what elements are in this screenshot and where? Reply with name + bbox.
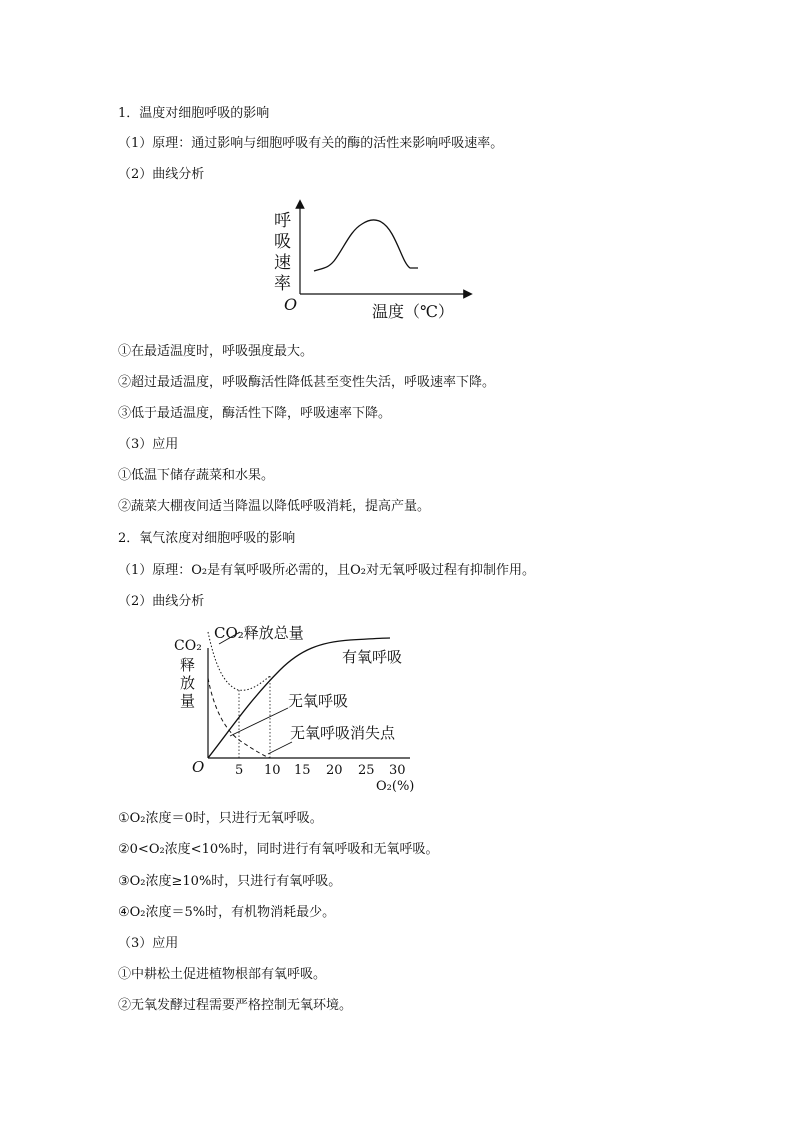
y-axis-label-4: 率: [274, 274, 291, 294]
x-tick-20: 20: [326, 763, 343, 778]
section-2-point-1: ①O₂浓度＝0时，只进行无氧呼吸。: [118, 811, 323, 826]
x-axis-label: 温度（℃）: [372, 302, 454, 321]
x-tick-15: 15: [294, 763, 311, 778]
oxygen-respiration-figure: [170, 620, 420, 796]
label-vanish-point: 无氧呼吸消失点: [290, 724, 396, 742]
section-1-app-1: ①低温下储存蔬菜和水果。: [118, 468, 275, 483]
section-1-app-2: ②蔬菜大棚夜间适当降温以降低呼吸消耗，提高产量。: [118, 499, 431, 514]
section-2-heading: 2．氧气浓度对细胞呼吸的影响: [118, 531, 296, 546]
section-2-app-2: ②无氧发酵过程需要严格控制无氧环境。: [118, 998, 353, 1013]
label-aerobic: 有氧呼吸: [342, 648, 403, 666]
section-2-app-1: ①中耕松土促进植物根部有氧呼吸。: [118, 967, 327, 982]
y-axis-label-2: 放: [180, 674, 196, 692]
x-tick-5: 5: [235, 763, 244, 778]
section-2-principle: （1）原理：O₂是有氧呼吸所必需的，且O₂对无氧呼吸过程有抑制作用。: [118, 563, 536, 578]
x-axis-label: O₂(%): [376, 779, 415, 794]
label-anaerobic: 无氧呼吸: [288, 692, 349, 710]
section-1-curve-title: （2）曲线分析: [118, 167, 205, 182]
y-axis-label-3: 量: [180, 692, 196, 710]
y-axis-label-1: 呼: [274, 211, 291, 231]
label-total-co2: CO₂释放总量: [214, 624, 304, 642]
temperature-curve: [314, 220, 418, 271]
section-1-point-2: ②超过最适温度，呼吸酶活性降低甚至变性失活，呼吸速率下降。: [118, 375, 496, 390]
y-axis-label-co2: CO₂: [174, 638, 202, 654]
section-2-point-3: ③O₂浓度≥10%时，只进行有氧呼吸。: [118, 874, 342, 889]
section-1-point-1: ①在最适温度时，呼吸强度最大。: [118, 344, 314, 359]
x-tick-30: 30: [389, 763, 406, 778]
y-axis-label-2: 吸: [274, 232, 291, 252]
y-axis-label-3: 速: [274, 253, 291, 273]
temperature-respiration-figure: [268, 196, 478, 326]
section-2-curve-title: （2）曲线分析: [118, 594, 205, 609]
section-2-point-2: ②0<O₂浓度<10%时，同时进行有氧呼吸和无氧呼吸。: [118, 842, 439, 857]
leader-vanish: [268, 742, 292, 754]
origin-label: O: [284, 295, 298, 314]
section-2-app-title: （3）应用: [118, 936, 179, 951]
origin-label: O: [192, 758, 205, 776]
section-1-heading: 1．温度对细胞呼吸的影响: [118, 106, 270, 121]
section-1-principle: （1）原理：通过影响与细胞呼吸有关的酶的活性来影响呼吸速率。: [118, 136, 504, 151]
section-1-app-title: （3）应用: [118, 437, 179, 452]
section-2-point-4: ④O₂浓度＝5%时，有机物消耗最少。: [118, 905, 336, 920]
y-axis-label-1: 释: [180, 656, 196, 674]
x-tick-10: 10: [264, 763, 281, 778]
x-tick-25: 25: [358, 763, 375, 778]
section-1-point-3: ③低于最适温度，酶活性下降，呼吸速率下降。: [118, 406, 392, 421]
